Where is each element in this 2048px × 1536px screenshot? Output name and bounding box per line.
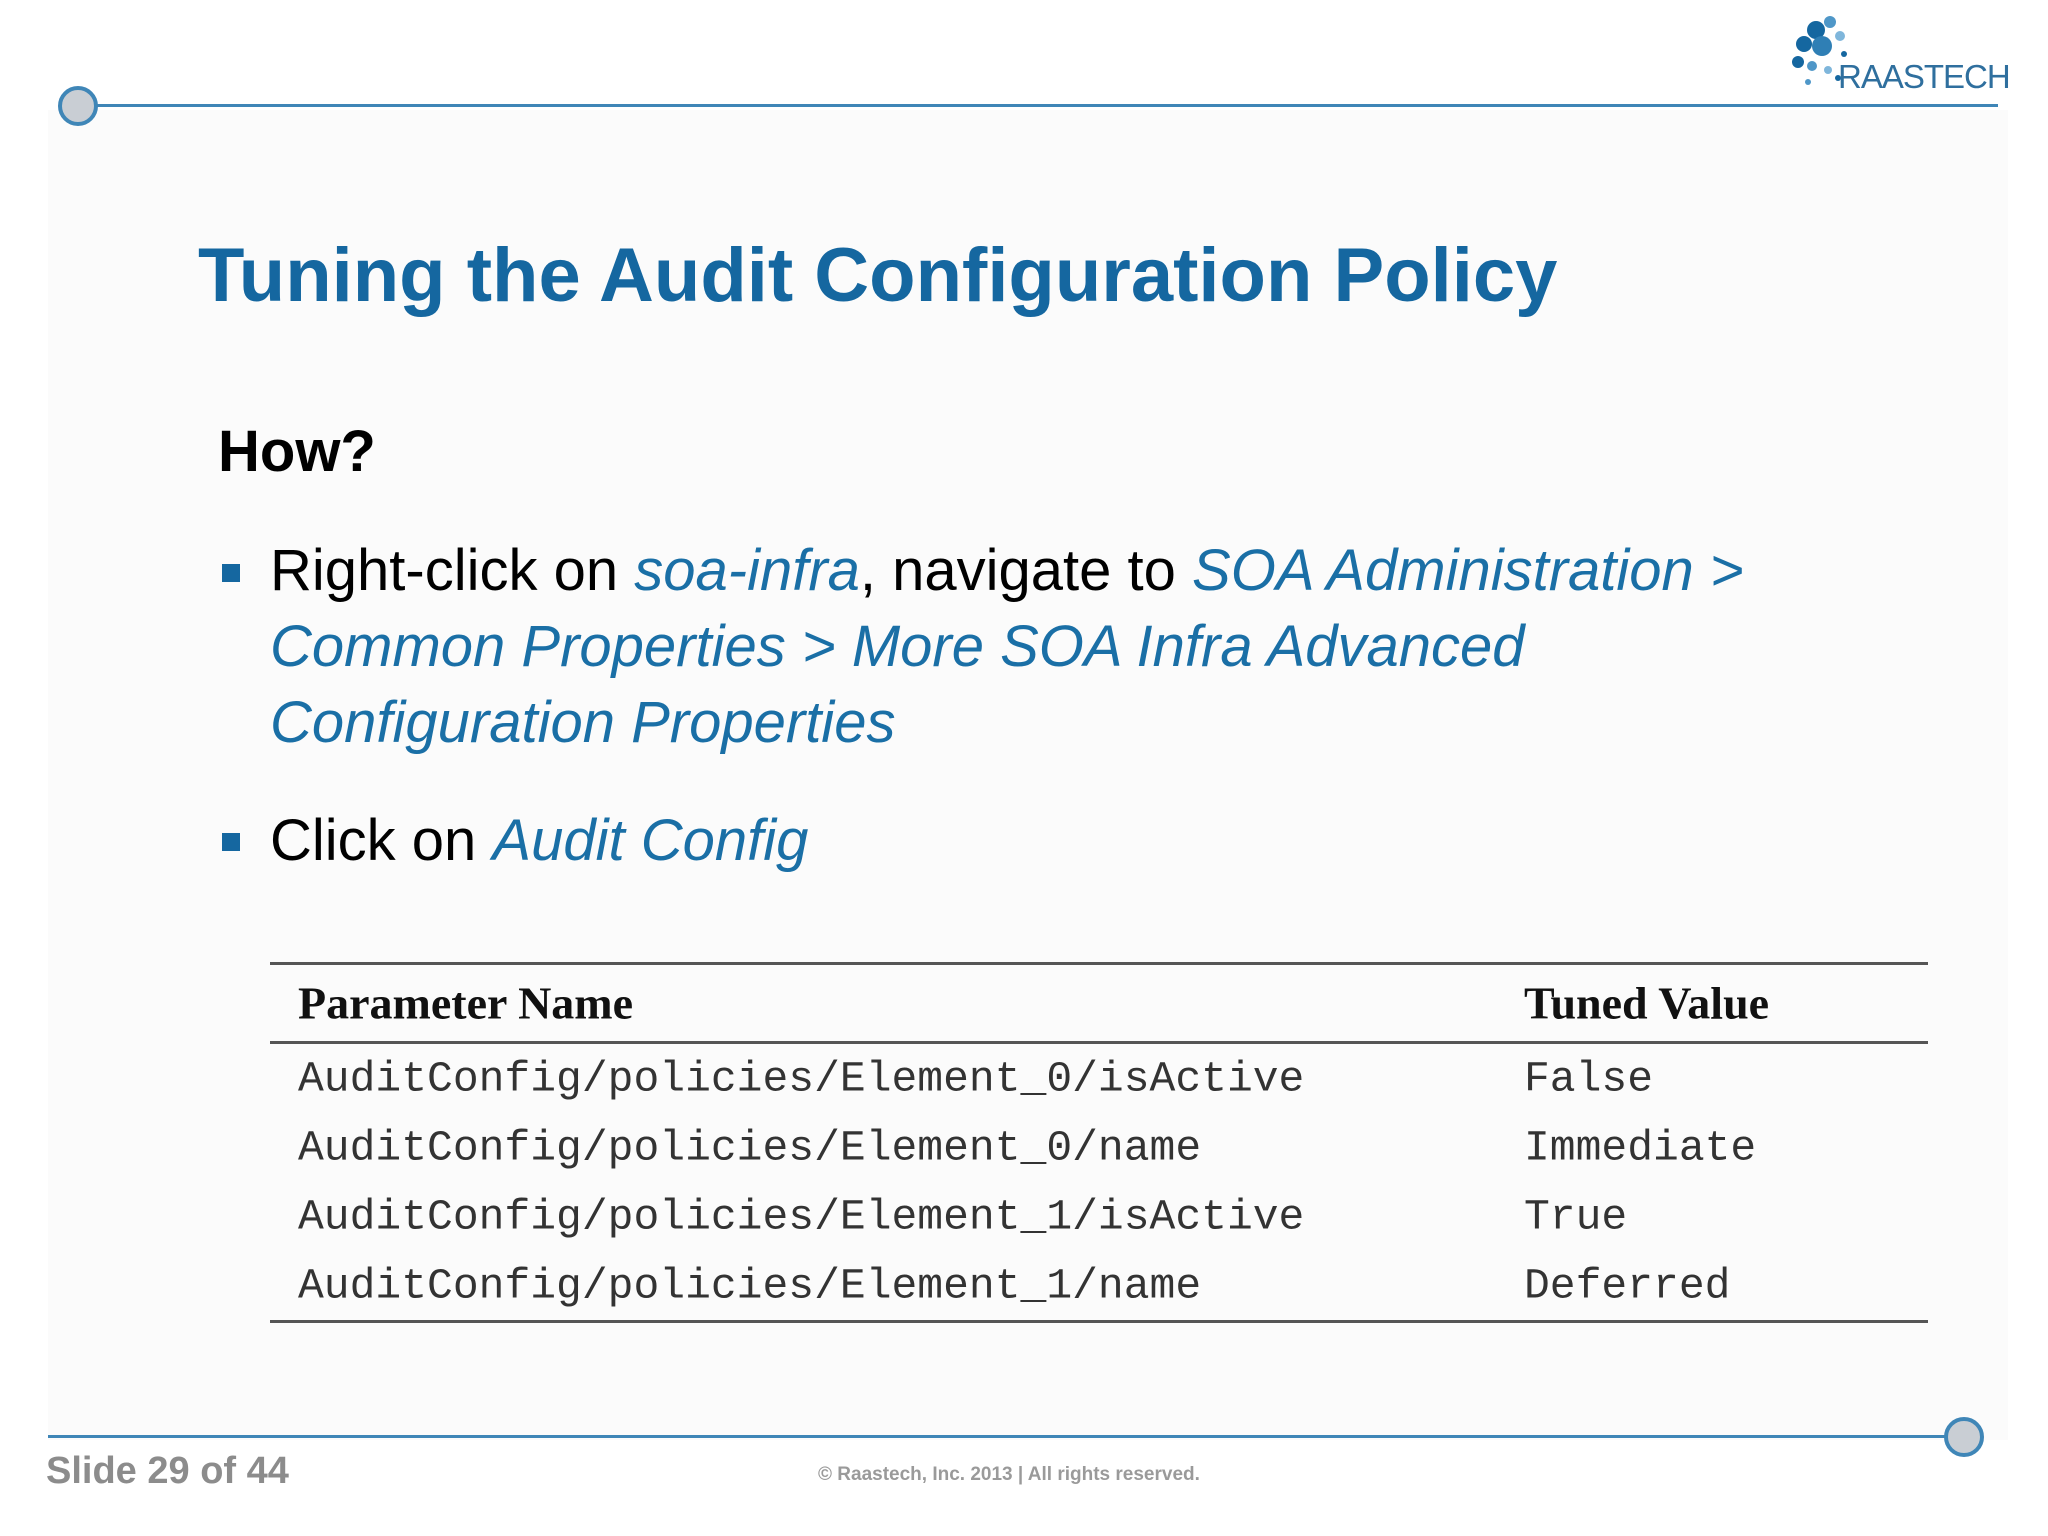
parameter-name-cell: AuditConfig/policies/Element_1/name <box>298 1261 1202 1310</box>
subheading: How? <box>218 419 376 484</box>
table-row <box>270 1182 1928 1251</box>
table-row <box>270 1251 1928 1320</box>
table-row <box>270 1113 1928 1182</box>
logo-text: RAASTECH <box>1838 58 2010 95</box>
parameter-name-cell: AuditConfig/policies/Element_0/isActive <box>298 1054 1305 1103</box>
parameter-name-cell: AuditConfig/policies/Element_0/name <box>298 1123 1202 1172</box>
bullet-2-text-a: Click on <box>270 808 493 873</box>
table-header-row <box>270 965 1928 1041</box>
bullet-1-line-3: Configuration Properties <box>270 690 896 755</box>
bullet-text-2 <box>270 803 808 879</box>
footer-rule <box>48 1435 1968 1438</box>
bullet-1-line-2: Common Properties > More SOA Infra Advanced <box>270 614 1525 679</box>
copyright-notice: © Raastech, Inc. 2013 | All rights reserved. <box>818 1464 1200 1485</box>
bullet-2-term-audit-config: Audit Config <box>492 808 809 873</box>
header-tuned-value: Tuned Value <box>1524 977 1770 1029</box>
tuned-value-cell: True <box>1524 1192 1628 1241</box>
parameter-name-cell: AuditConfig/policies/Element_1/isActive <box>298 1192 1305 1241</box>
parameter-table <box>270 962 1928 1323</box>
bullet-1-path-part-1: SOA Administration > <box>1192 538 1744 603</box>
header-rule <box>80 104 1998 107</box>
table-bottom-rule <box>270 1320 1928 1323</box>
tuned-value-cell: Immediate <box>1524 1123 1757 1172</box>
bullet-1-line-1 <box>270 533 1744 609</box>
table-row <box>270 1044 1928 1113</box>
header-knob <box>58 86 98 126</box>
slide-number: Slide 29 of 44 <box>46 1450 289 1492</box>
header-parameter-name: Parameter Name <box>298 977 634 1029</box>
tuned-value-cell: Deferred <box>1524 1261 1731 1310</box>
footer-knob <box>1944 1417 1984 1457</box>
bullet-1-term-soa-infra: soa-infra <box>634 538 860 603</box>
bullet-text-1 <box>270 533 1744 761</box>
slide-title: Tuning the Audit Configuration Policy <box>198 233 1558 318</box>
bullet-1-text-a: Right-click on <box>270 538 635 603</box>
bullet-1-text-c: , navigate to <box>859 538 1193 603</box>
tuned-value-cell: False <box>1524 1054 1654 1103</box>
bullet-marker <box>222 564 240 582</box>
bullet-marker <box>222 833 240 851</box>
